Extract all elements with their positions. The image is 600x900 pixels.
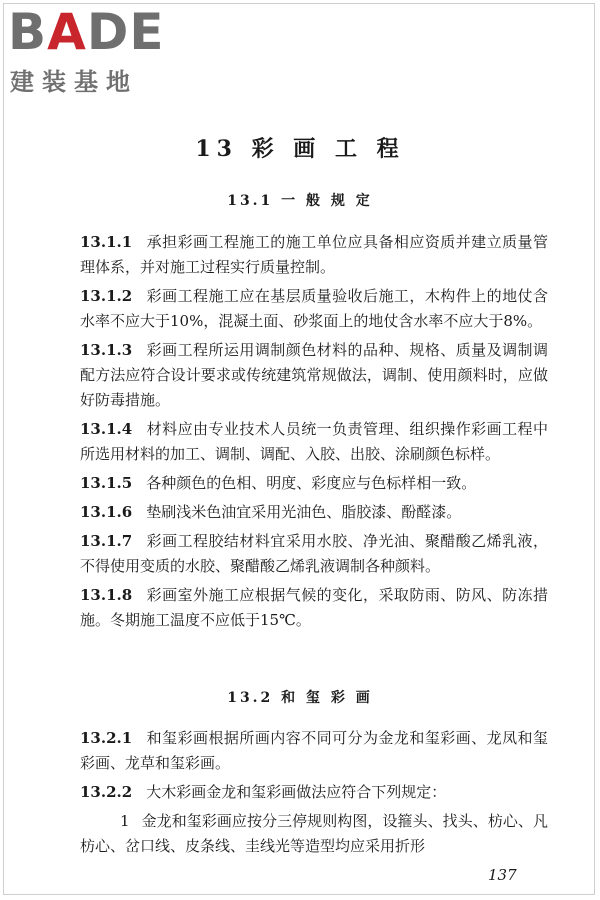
clause-text: 材料应由专业技术人员统一负责管理、组织操作彩画工程中所选用材料的加工、调制、调配、入胶、出胶、涂刷颜色标样。 [80, 420, 548, 463]
clause-text: 大木彩画金龙和玺彩画做法应符合下列规定： [146, 783, 447, 801]
section-title-general: 13.1 一 般 规 定 [227, 193, 373, 209]
clause [80, 500, 548, 525]
page-number: 137 [488, 866, 517, 884]
clause-text: 彩画工程所运用调制颜色材料的品种、规格、质量及调制调配方法应符合设计要求或传统建筑常规做法，调制、使用颜料时，应做好防毒措施。 [80, 341, 548, 409]
clause-number: 13.1.6 [80, 503, 133, 521]
clause [80, 284, 548, 334]
logo-letter-a: A [47, 3, 87, 61]
clause [80, 417, 548, 467]
clause-number: 13.1.3 [80, 341, 133, 359]
clause-text: 承担彩画工程施工的施工单位应具备相应资质并建立质量管理体系，并对施工过程实行质量控制。 [80, 233, 548, 276]
clause-text: 彩画工程施工应在基层质量验收后施工，木构件上的地仗含水率不应大于10%，混凝土面、砂浆面上的地仗含水率不应大于8%。 [80, 287, 548, 330]
item-text: 金龙和玺彩画应按分三停规则构图，设箍头、找头、枋心、凡枋心、岔口线、皮条线、圭线光等造型均应采用折形 [80, 812, 548, 855]
clause [80, 583, 548, 633]
clause [80, 780, 548, 805]
clause-number: 13.1.1 [80, 233, 133, 251]
clause-number: 13.1.4 [80, 420, 133, 438]
logo-letters-de: DE [86, 3, 165, 61]
logo-letter-b: B [8, 3, 48, 61]
clause [80, 471, 548, 496]
clause-number: 13.1.2 [80, 287, 133, 305]
clause-text: 和玺彩画根据所画内容不同可分为金龙和玺彩画、龙凤和玺彩画、龙草和玺彩画。 [80, 729, 548, 772]
clause-number: 13.1.5 [80, 474, 133, 492]
clause-text: 各种颜色的色相、明度、彩度应与色标样相一致。 [146, 474, 477, 492]
list-item [80, 809, 548, 859]
clause [80, 529, 548, 579]
section-general-clauses [80, 230, 548, 637]
clause-text: 彩画室外施工应根据气候的变化，采取防雨、防风、防冻措施。冬期施工温度不应低于15℃。 [80, 586, 548, 629]
clause-number: 13.2.2 [80, 783, 133, 801]
clause [80, 726, 548, 776]
clause-number: 13.2.1 [80, 729, 133, 747]
clause [80, 230, 548, 280]
chapter-title: 13 彩 画 工 程 [195, 136, 405, 162]
clause [80, 338, 548, 413]
section-title-hexi: 13.2 和 玺 彩 画 [227, 690, 373, 706]
logo-wordmark [8, 4, 165, 60]
item-number: 1 [120, 812, 130, 830]
clause-number: 13.1.8 [80, 586, 133, 604]
logo-subtitle: 建装基地 [10, 68, 138, 96]
bade-logo [8, 4, 178, 94]
clause-text: 垫刷浅米色油宜采用光油色、脂胶漆、酚醛漆。 [146, 503, 462, 521]
clause-number: 13.1.7 [80, 532, 133, 550]
section-hexi-clauses [80, 726, 548, 863]
clause-text: 彩画工程胶结材料宜采用水胶、净光油、聚醋酸乙烯乳液，不得使用变质的水胶、聚醋酸乙烯乳液调制各种颜料。 [80, 532, 548, 575]
